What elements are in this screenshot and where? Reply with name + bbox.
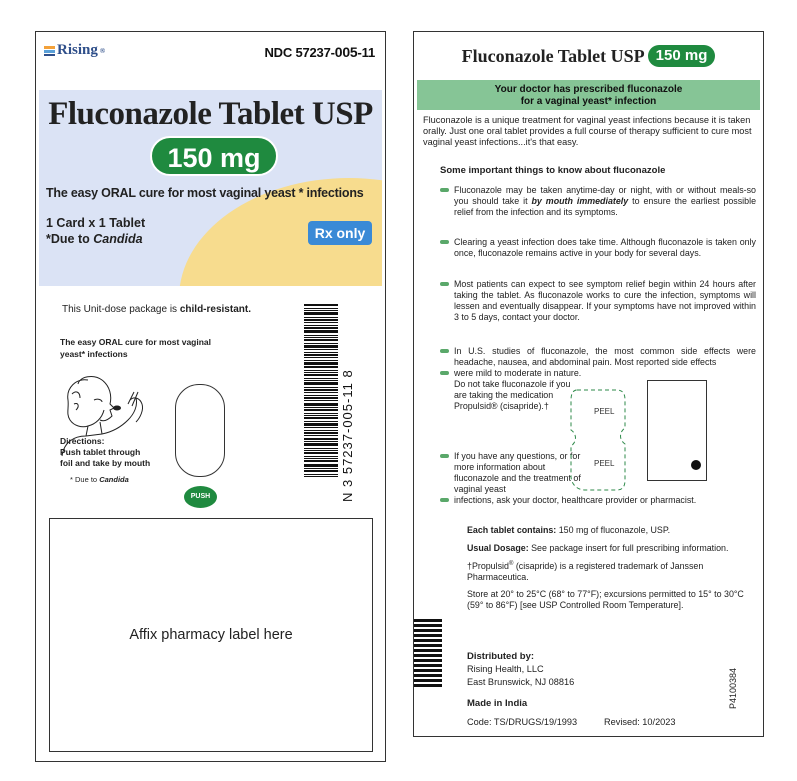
side-barcode-bar — [414, 679, 442, 682]
side-barcode-bar — [414, 619, 442, 622]
barcode-bar — [304, 417, 338, 419]
barcode-bar — [304, 354, 338, 356]
bullet-clearing-time: Clearing a yeast infection does take time. Although fluconazole is taken only once, fluconazole remains active in your body for several days. — [454, 237, 756, 258]
distributed-by-label: Distributed by: — [467, 651, 535, 662]
bullet-symptom-relief: Most patients can expect to see symptom relief begin within 24 hours after taking the tablet. As fluconazole works to cure the infection, symptoms will lessen and eventually disappear. If your symptoms have not improved within 3 to 5 days, contact your doctor. — [454, 279, 756, 322]
directions — [60, 436, 150, 469]
side-barcode — [414, 619, 442, 691]
carton-front-panel — [35, 31, 386, 762]
barcode — [304, 296, 354, 506]
bullet-questions-cont: infections, ask your doctor, healthcare provider or pharmacist. — [454, 495, 756, 506]
barcode-number: N 3 57237-005-11 8 — [340, 369, 355, 502]
bullet-questions: If you have any questions, or for more information about fluconazole and the treatment of vaginal yeast — [454, 451, 584, 495]
license-code: Code: TS/DRUGS/19/1993 — [467, 717, 578, 727]
peel-label-top[interactable]: PEEL — [594, 407, 615, 416]
barcode-bar — [304, 382, 338, 385]
barcode-bar — [304, 380, 338, 381]
barcode-bar — [304, 337, 338, 338]
barcode-bar — [304, 317, 338, 318]
barcode-bar — [304, 458, 338, 459]
prescription-banner — [417, 80, 760, 110]
ndc-suffix: -11 — [357, 45, 375, 60]
barcode-bar — [304, 450, 338, 451]
barcode-bar — [304, 322, 338, 323]
barcode-bar — [304, 452, 338, 454]
side-barcode-bar — [414, 674, 442, 677]
barcode-bar — [304, 474, 338, 475]
distributor-address: East Brunswick, NJ 08816 — [467, 677, 575, 687]
bullet-side-effects-cont: were mild to moderate in nature. Do not take fluconazole if you are taking the medication Propulsid® (cisapride).† — [454, 368, 584, 412]
pharmacy-label-area — [49, 518, 373, 752]
barcode-bar — [304, 312, 338, 315]
ndc-code — [264, 44, 375, 60]
product-tagline: The easy ORAL cure for most vaginal yeast * infections — [46, 186, 364, 200]
carton-back-panel — [413, 31, 764, 737]
barcode-bar — [304, 366, 338, 368]
barcode-bar — [304, 397, 338, 399]
barcode-bar — [304, 464, 338, 467]
side-barcode-bar — [414, 684, 442, 687]
barcode-bar — [304, 427, 338, 428]
barcode-bar — [304, 389, 338, 391]
barcode-bar — [304, 378, 338, 379]
important-things-heading: Some important things to know about fluconazole — [440, 165, 666, 176]
storage-instructions: Store at 20° to 25°C (68° to 77°F); excursions permitted to 15° to 30°C (59° to 86°F) [see USP Controlled Room Temperature]. — [467, 589, 744, 610]
ndc-prefix: NDC 57237- — [264, 45, 335, 60]
bullet-side-effects: In U.S. studies of fluconazole, the most common side effects were headache, nausea, and abdominal pain. Most reported side effects — [454, 346, 756, 367]
banner-line-2: for a vaginal yeast* infection — [520, 96, 657, 107]
barcode-bar — [304, 357, 338, 358]
barcode-bar — [304, 435, 338, 436]
barcode-bar — [304, 362, 338, 365]
item-number: P4100384 — [728, 668, 738, 710]
barcode-bar — [304, 343, 338, 344]
pharmacy-label-text: Affix pharmacy label here — [129, 627, 293, 643]
product-title: Fluconazole Tablet USP — [48, 96, 373, 132]
back-title-row — [414, 45, 763, 67]
barcode-bar — [304, 438, 338, 440]
each-tablet-contains: Each tablet contains: 150 mg of fluconazole, USP. — [467, 525, 671, 535]
peel-tab-outline — [567, 384, 629, 496]
barcode-bar — [304, 413, 338, 414]
barcode-bar — [304, 327, 338, 329]
barcode-bar — [304, 387, 338, 388]
ndc-product: 005 — [334, 44, 358, 60]
side-barcode-bar — [414, 644, 442, 647]
barcode-bar — [304, 476, 338, 477]
barcode-bar — [304, 345, 338, 348]
back-product-title: Fluconazole Tablet USP — [461, 45, 645, 66]
small-tagline: The easy ORAL cure for most vaginal yeast* infections — [60, 337, 211, 359]
peel-label-bottom[interactable]: PEEL — [594, 459, 615, 468]
side-barcode-bar — [414, 634, 442, 637]
tablet-dot — [691, 460, 701, 470]
banner-line-1: Your doctor has prescribed fluconazole — [494, 84, 683, 95]
blister-window — [647, 380, 707, 481]
directions-line-2: foil and take by mouth — [60, 458, 151, 468]
barcode-bar — [304, 456, 338, 457]
barcode-bar — [304, 319, 338, 321]
barcode-bar — [304, 339, 338, 341]
barcode-bar — [304, 421, 338, 422]
barcode-bar — [304, 470, 338, 472]
brand-name: Rising — [57, 42, 98, 58]
usual-dosage: Usual Dosage: See package insert for full prescribing information. — [467, 543, 729, 553]
due-to-small-note: * Due to Candida — [70, 475, 129, 484]
child-resistant-notice: This Unit-dose package is child-resistant. — [62, 304, 251, 315]
barcode-bar — [304, 443, 338, 446]
rising-logo-icon — [44, 46, 55, 56]
barcode-bar — [304, 423, 338, 426]
barcode-bar — [304, 448, 338, 449]
intro-paragraph: Fluconazole is a unique treatment for vaginal yeast infections because it is taken orally. Just one oral tablet provides a full course of therapy sufficient to cure most vaginal yeast infections...it's that easy. — [423, 115, 752, 147]
brand-logo — [44, 42, 105, 59]
barcode-bar — [304, 460, 338, 462]
strength-badge: 150 mg — [150, 136, 278, 176]
side-barcode-bar — [414, 649, 442, 652]
barcode-bar — [304, 415, 338, 416]
barcode-bar — [304, 395, 338, 396]
barcode-bar — [304, 403, 338, 406]
barcode-bar — [304, 400, 338, 401]
made-in-india: Made in India — [467, 698, 528, 709]
barcode-bars — [304, 304, 338, 500]
barcode-bar — [304, 325, 338, 326]
barcode-bar — [304, 352, 338, 353]
side-barcode-bar — [414, 659, 442, 662]
package-count: 1 Card x 1 Tablet — [46, 216, 146, 230]
side-barcode-bar — [414, 629, 442, 632]
barcode-bar — [304, 304, 338, 306]
push-badge[interactable]: PUSH — [184, 486, 217, 508]
trademark-notice: †Propulsid® (cisapride) is a registered trademark of Janssen Pharmaceutica. — [467, 560, 704, 582]
barcode-bar — [304, 432, 338, 434]
organism-name: Candida — [93, 232, 143, 246]
barcode-bar — [304, 407, 338, 408]
side-barcode-bar — [414, 639, 442, 642]
brand-reg-mark: ® — [99, 46, 106, 55]
barcode-bar — [304, 370, 338, 371]
barcode-bar — [304, 308, 338, 309]
directions-line-1: Push tablet through — [60, 447, 141, 457]
barcode-bar — [304, 372, 338, 373]
barcode-bar — [304, 409, 338, 411]
rx-only-badge: Rx only — [308, 221, 372, 245]
distributor-name: Rising Health, LLC — [467, 664, 544, 674]
directions-title: Directions: — [60, 436, 105, 446]
hero-banner — [39, 90, 382, 286]
back-strength-badge: 150 mg — [648, 45, 716, 67]
barcode-bar — [304, 468, 338, 469]
revised-date: Revised: 10/2023 — [604, 717, 676, 727]
tablet-blister[interactable] — [175, 384, 225, 477]
barcode-bar — [304, 335, 338, 336]
barcode-bar — [304, 430, 338, 431]
barcode-bar — [304, 330, 338, 333]
side-barcode-bar — [414, 624, 442, 627]
side-barcode-bar — [414, 654, 442, 657]
barcode-bar — [304, 349, 338, 350]
side-barcode-bar — [414, 669, 442, 672]
barcode-bar — [304, 310, 338, 311]
barcode-bar — [304, 374, 338, 376]
barcode-bar — [304, 392, 338, 393]
due-to-note: *Due to Candida — [46, 232, 143, 246]
barcode-bar — [304, 360, 338, 361]
bullet-take-anytime: Fluconazole may be taken anytime-day or night, with or without meals-so you should take it by mouth immediately to ensure the earliest possible relief from the infection and its symptoms. — [454, 185, 756, 217]
side-barcode-bar — [414, 664, 442, 667]
barcode-bar — [304, 441, 338, 442]
